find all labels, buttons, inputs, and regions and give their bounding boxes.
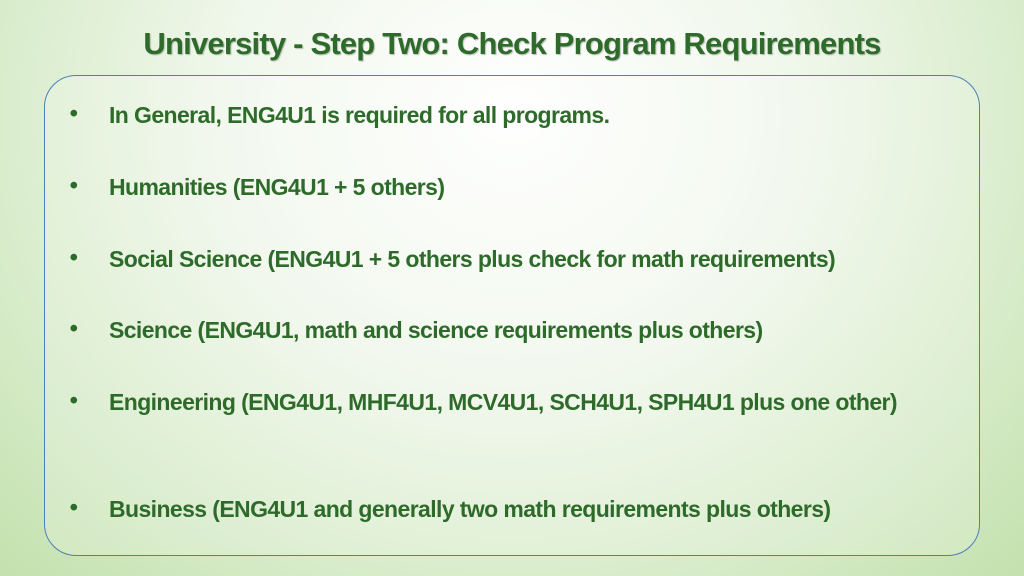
- bullet-icon: •: [67, 246, 81, 272]
- bullet-icon: •: [67, 174, 81, 200]
- slide-title: University - Step Two: Check Program Requirements: [143, 26, 881, 61]
- bullet-text: In General, ENG4U1 is required for all programs.: [109, 102, 610, 128]
- bullet-text: Humanities (ENG4U1 + 5 others): [109, 174, 445, 200]
- bullet-icon: •: [67, 102, 81, 128]
- bullet-text: Social Science (ENG4U1 + 5 others plus check for math requirements): [109, 246, 836, 272]
- bullet-icon: •: [67, 389, 81, 415]
- bullet-icon: •: [67, 317, 81, 343]
- bullet-text: Engineering (ENG4U1, MHF4U1, MCV4U1, SCH4U1, SPH4U1 plus one other): [109, 389, 897, 415]
- bullet-text: Science (ENG4U1, math and science requirements plus others): [109, 317, 763, 343]
- bullet-text: Business (ENG4U1 and generally two math requirements plus others): [109, 496, 831, 522]
- content-box: [44, 75, 980, 556]
- bullet-icon: •: [67, 496, 81, 522]
